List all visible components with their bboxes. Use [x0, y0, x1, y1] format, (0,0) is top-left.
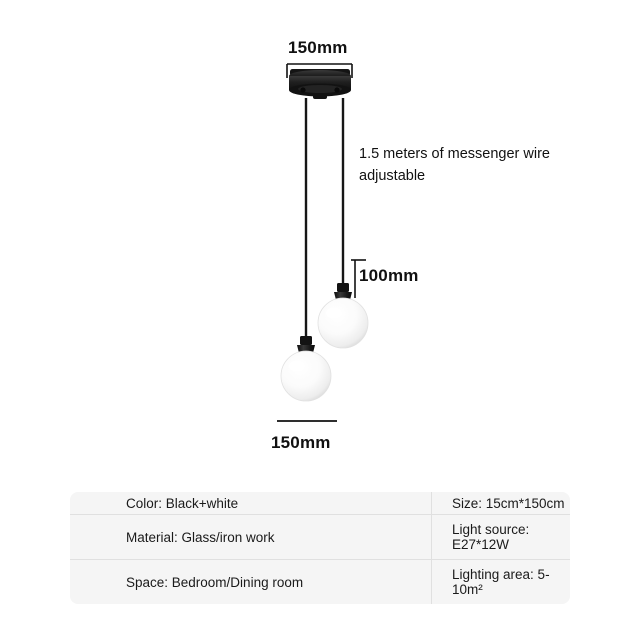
- glass-globe-icon-left: [281, 351, 331, 401]
- table-row: [70, 515, 570, 560]
- glass-globe-icon-right: [318, 298, 368, 348]
- spec-material: Material: Glass/iron work: [70, 515, 432, 560]
- specification-panel: [70, 492, 570, 604]
- spec-light-source: Light source: E27*12W: [432, 515, 571, 560]
- dimension-label-globe-diameter: 100mm: [359, 266, 419, 285]
- wire-length-note: 1.5 meters of messenger wire adjustable: [359, 146, 550, 184]
- spec-lighting-area: Lighting area: 5-10m²: [432, 560, 571, 604]
- spec-size: Size: 15cm*150cm: [432, 492, 571, 515]
- dimension-label-spread-width: 150mm: [271, 433, 331, 452]
- spec-color: Color: Black+white: [126, 495, 239, 511]
- table-row: [70, 492, 570, 515]
- spec-space: Space: Bedroom/Dining room: [70, 560, 432, 604]
- ceiling-canopy-icon: [289, 69, 351, 99]
- dimension-label-canopy-width: 150mm: [288, 38, 348, 57]
- specification-table: [70, 492, 570, 604]
- table-row: [70, 560, 570, 604]
